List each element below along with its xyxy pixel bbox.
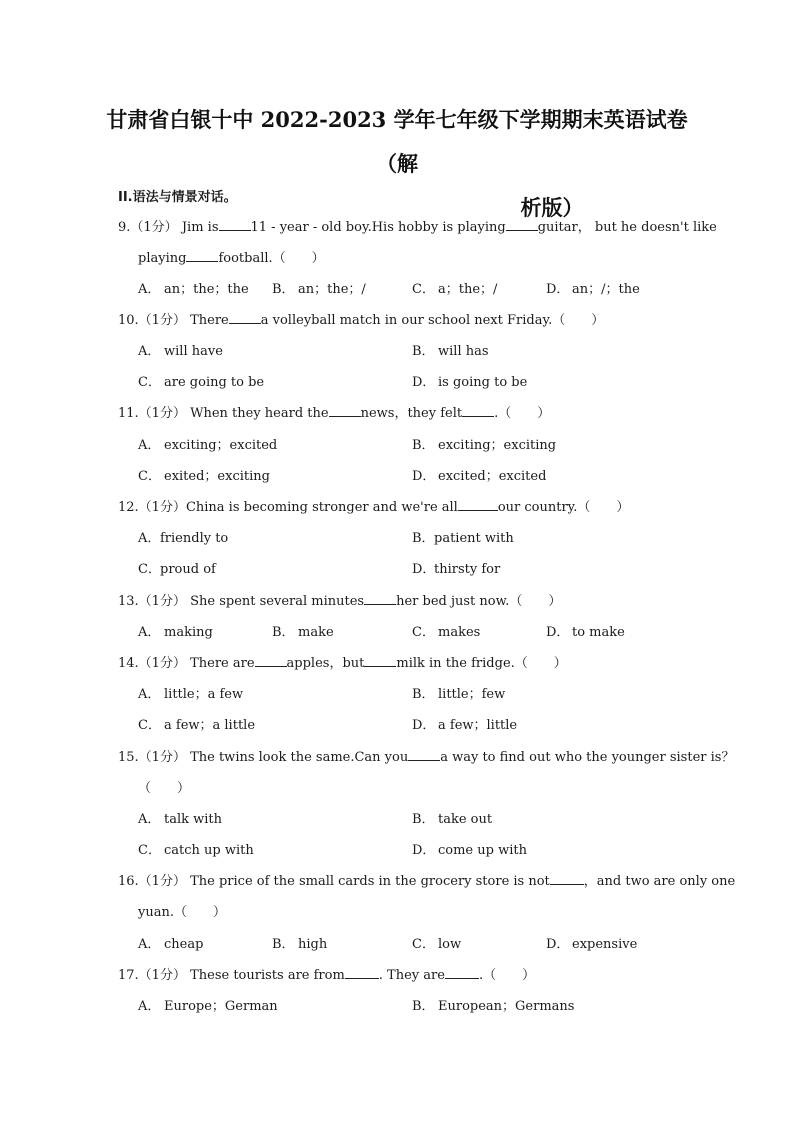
option-letter: B． [412, 438, 435, 453]
question-number: 15.（1分） [118, 750, 186, 765]
option-letter: D． [546, 937, 570, 952]
answer-blank [186, 247, 218, 262]
question-9-continued [138, 243, 698, 274]
option-a[interactable] [138, 997, 278, 1017]
answer-blank [364, 652, 396, 667]
option-letter: C． [138, 375, 161, 390]
option-text: a few；a little [164, 718, 256, 733]
option-letter: B． [272, 282, 295, 297]
option-letter: C． [412, 937, 435, 952]
question-number: 14.（1分） [118, 656, 186, 671]
option-b[interactable] [412, 997, 574, 1017]
option-text: little；a few [164, 687, 244, 702]
option-text: is going to be [438, 375, 528, 390]
title-line-2: 析版） [520, 195, 584, 220]
question-text: Jim is [181, 220, 219, 235]
option-letter: D． [412, 718, 436, 733]
question-text: There are [190, 656, 255, 671]
option-letter: A． [138, 344, 161, 359]
question-text: China is becoming stronger and we're all [185, 500, 458, 515]
option-d[interactable] [546, 623, 625, 643]
option-letter: B． [412, 812, 435, 827]
question-15 [118, 742, 735, 773]
option-d[interactable] [412, 467, 546, 487]
question-number: 16.（1分） [118, 874, 186, 889]
option-letter: C． [412, 282, 435, 297]
question-text: These tourists are from [190, 968, 345, 983]
question-16-continued [138, 897, 698, 928]
title-line-1: 甘肃省白银十中 2022-2023 学年七年级下学期期末英语试卷（解 [106, 107, 688, 176]
option-letter: A． [138, 282, 161, 297]
option-letter: A． [138, 531, 161, 546]
answer-blank [329, 402, 361, 417]
option-letter: D． [412, 843, 436, 858]
option-letter: B． [272, 937, 295, 952]
question-number: 9.（1分） [118, 220, 178, 235]
question-text: . They are [378, 968, 445, 983]
question-text: football.（ ） [218, 251, 325, 266]
option-a[interactable] [138, 342, 223, 362]
option-d[interactable] [412, 560, 500, 580]
option-text: European；Germans [438, 999, 575, 1014]
option-c[interactable] [138, 841, 254, 861]
answer-blank [345, 964, 379, 979]
question-text: There [190, 313, 229, 328]
question-text: milk in the fridge.（ ） [396, 656, 567, 671]
option-text: makes [438, 625, 481, 640]
option-c[interactable] [138, 373, 264, 393]
option-b[interactable] [272, 623, 334, 643]
option-letter: A． [138, 438, 161, 453]
question-number: 13.（1分） [118, 594, 186, 609]
question-text: The twins look the same.Can you [190, 750, 409, 765]
question-text: yuan.（ ） [138, 905, 226, 920]
option-letter: A． [138, 999, 161, 1014]
page-title [100, 98, 694, 230]
answer-blank [445, 964, 479, 979]
question-text: apples，but [286, 656, 365, 671]
option-text: friendly to [160, 531, 229, 546]
question-text: playing [138, 251, 187, 266]
question-text: guitar， but he doesn't like [537, 220, 717, 235]
question-number: 12.（1分） [118, 500, 186, 515]
option-c[interactable] [412, 280, 497, 300]
option-letter: B． [412, 531, 435, 546]
question-9 [118, 212, 717, 243]
question-text: our country.（ ） [497, 500, 630, 515]
option-d[interactable] [412, 841, 527, 861]
option-text: make [298, 625, 334, 640]
option-c[interactable] [138, 467, 270, 487]
option-text: low [438, 937, 462, 952]
question-text: a volleyball match in our school next Friday.（ ） [260, 313, 605, 328]
option-letter: A． [138, 625, 161, 640]
question-17 [118, 960, 678, 991]
option-text: catch up with [164, 843, 254, 858]
question-text: .（ ） [494, 406, 551, 421]
answer-blank [550, 870, 584, 885]
question-14 [118, 648, 678, 679]
option-b[interactable] [272, 280, 366, 300]
option-text: exciting；exciting [438, 438, 557, 453]
option-b[interactable] [412, 685, 505, 705]
option-text: exciting；excited [164, 438, 278, 453]
option-text: expensive [572, 937, 638, 952]
answer-blank [458, 496, 498, 511]
question-number: 17.（1分） [118, 968, 186, 983]
option-a[interactable] [138, 280, 249, 300]
option-b[interactable] [272, 935, 327, 955]
question-10 [118, 305, 678, 336]
answer-blank [255, 652, 287, 667]
section-heading: II.语法与情景对话。 [118, 190, 237, 205]
answer-blank [506, 216, 538, 231]
answer-blank [462, 402, 494, 417]
option-letter: C． [138, 718, 161, 733]
option-text: cheap [164, 937, 204, 952]
option-text: will have [164, 344, 223, 359]
answer-blank [219, 216, 251, 231]
option-text: come up with [438, 843, 527, 858]
option-text: Europe；German [164, 999, 278, 1014]
question-text: news，they felt [360, 406, 463, 421]
option-letter: D． [412, 375, 436, 390]
question-12 [118, 492, 678, 523]
option-text: take out [438, 812, 493, 827]
option-text: will has [438, 344, 489, 359]
question-number: 10.（1分） [118, 313, 186, 328]
option-b[interactable] [412, 342, 489, 362]
option-d[interactable] [546, 280, 640, 300]
option-text: making [164, 625, 213, 640]
option-letter: C． [138, 843, 161, 858]
option-d[interactable] [546, 935, 637, 955]
option-letter: D． [546, 625, 570, 640]
option-text: a few；little [438, 718, 518, 733]
question-text: 11 - year - old boy.His hobby is playing [250, 220, 506, 235]
option-c[interactable] [412, 935, 461, 955]
question-text: .（ ） [478, 968, 536, 983]
option-letter: B． [412, 999, 435, 1014]
option-text: an；the；the [164, 282, 249, 297]
option-letter: C． [138, 469, 161, 484]
question-text: （ ） [138, 781, 191, 796]
option-letter: C． [412, 625, 435, 640]
option-text: talk with [164, 812, 223, 827]
question-text: ，and two are only one [583, 874, 736, 889]
option-text: proud of [160, 562, 216, 577]
option-letter: D． [546, 282, 570, 297]
option-letter: B． [412, 687, 435, 702]
question-text: The price of the small cards in the grocery store is not [190, 874, 550, 889]
option-text: an；/；the [572, 282, 640, 297]
option-text: little；few [438, 687, 506, 702]
option-text: an；the；/ [298, 282, 366, 297]
option-text: to make [572, 625, 625, 640]
option-c[interactable] [138, 560, 216, 580]
option-d[interactable] [412, 716, 517, 736]
answer-blank [364, 590, 396, 605]
option-a[interactable] [138, 810, 222, 830]
option-text: are going to be [164, 375, 265, 390]
option-letter: D． [412, 469, 436, 484]
option-text: exited；exciting [164, 469, 270, 484]
option-d[interactable] [412, 373, 527, 393]
answer-blank [408, 746, 440, 761]
answer-blank [229, 309, 261, 324]
option-a[interactable] [138, 685, 243, 705]
question-text: She spent several minutes [190, 594, 365, 609]
option-text: thirsty for [434, 562, 501, 577]
question-text: When they heard the [190, 406, 329, 421]
question-13 [118, 586, 678, 617]
option-letter: A． [138, 937, 161, 952]
option-letter: A． [138, 812, 161, 827]
question-15-continued [138, 773, 698, 804]
option-b[interactable] [412, 810, 492, 830]
option-b[interactable] [412, 436, 556, 456]
option-a[interactable] [138, 529, 228, 549]
option-text: high [298, 937, 328, 952]
option-letter: B． [272, 625, 295, 640]
option-a[interactable] [138, 623, 213, 643]
option-text: a；the；/ [438, 282, 498, 297]
option-letter: B． [412, 344, 435, 359]
option-c[interactable] [138, 716, 255, 736]
question-text: a way to find out who the younger sister is？ [440, 750, 735, 765]
option-letter: C． [138, 562, 161, 577]
option-text: patient with [434, 531, 514, 546]
option-a[interactable] [138, 436, 277, 456]
option-a[interactable] [138, 935, 203, 955]
option-letter: A． [138, 687, 161, 702]
option-text: excited；excited [438, 469, 547, 484]
option-b[interactable] [412, 529, 514, 549]
option-letter: D． [412, 562, 436, 577]
question-16 [118, 866, 736, 897]
question-11 [118, 398, 678, 429]
question-number: 11.（1分） [118, 406, 186, 421]
question-text: her bed just now.（ ） [396, 594, 562, 609]
option-c[interactable] [412, 623, 480, 643]
